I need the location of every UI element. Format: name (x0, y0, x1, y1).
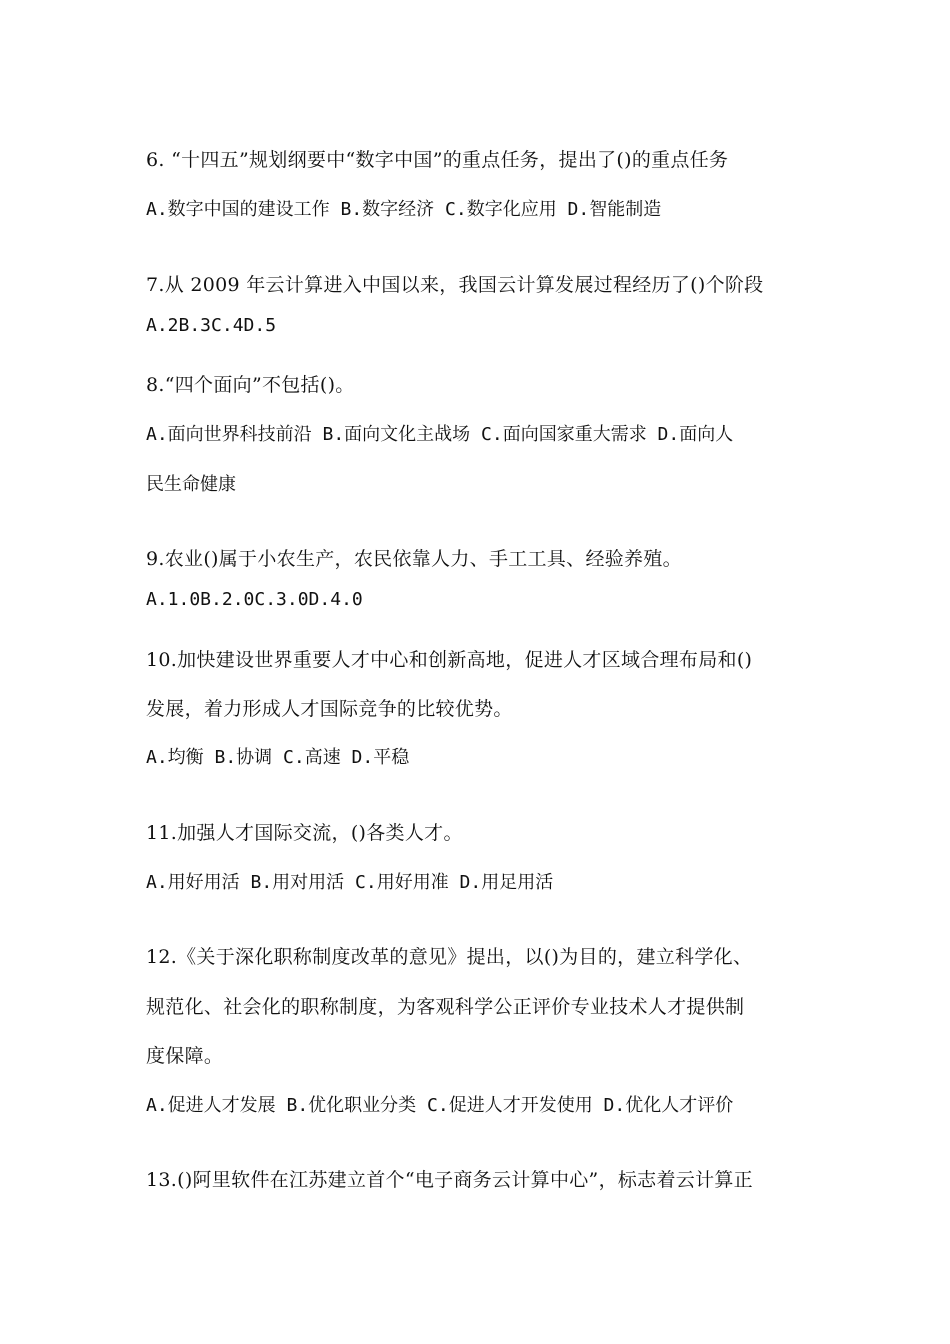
question-text-continued: 规范化、社会化的职称制度，为客观科学公正评价专业技术人才提供制 (146, 996, 745, 1018)
question-text: 10.加快建设世界重要人才中心和创新高地，促进人才区域合理布局和() (146, 649, 753, 671)
question-text-continued: 发展，着力形成人才国际竞争的比较优势。 (146, 698, 513, 720)
question-text: 11.加强人才国际交流，()各类人才。 (146, 822, 463, 844)
question-text: 7.从 2009 年云计算进入中国以来，我国云计算发展过程经历了()个阶段 (146, 274, 764, 296)
question-options-continued: 民生命健康 (146, 474, 236, 495)
question-options: A.数字中国的建设工作 B.数字经济 C.数字化应用 D.智能制造 (146, 199, 662, 220)
question-options: A.1.0B.2.0C.3.0D.4.0 (146, 589, 363, 610)
question-text: 12.《关于深化职称制度改革的意见》提出，以()为目的，建立科学化、 (146, 946, 753, 968)
question-text: 6. “十四五”规划纲要中“数字中国”的重点任务，提出了()的重点任务 (146, 149, 729, 171)
question-text: 9.农业()属于小农生产，农民依靠人力、手工工具、经验养殖。 (146, 548, 682, 570)
question-text: 13.()阿里软件在江苏建立首个“电子商务云计算中心”，标志着云计算正 (146, 1169, 753, 1191)
question-text: 8.“四个面向”不包括()。 (146, 374, 355, 396)
question-options: A.2B.3C.4D.5 (146, 315, 277, 336)
question-options: A.用好用活 B.用对用活 C.用好用准 D.用足用活 (146, 872, 554, 893)
question-options: A.均衡 B.协调 C.高速 D.平稳 (146, 747, 410, 768)
question-options: A.促进人才发展 B.优化职业分类 C.促进人才开发使用 D.优化人才评价 (146, 1095, 734, 1116)
question-text-continued: 度保障。 (146, 1045, 224, 1067)
question-options: A.面向世界科技前沿 B.面向文化主战场 C.面向国家重大需求 D.面向人 (146, 424, 734, 445)
